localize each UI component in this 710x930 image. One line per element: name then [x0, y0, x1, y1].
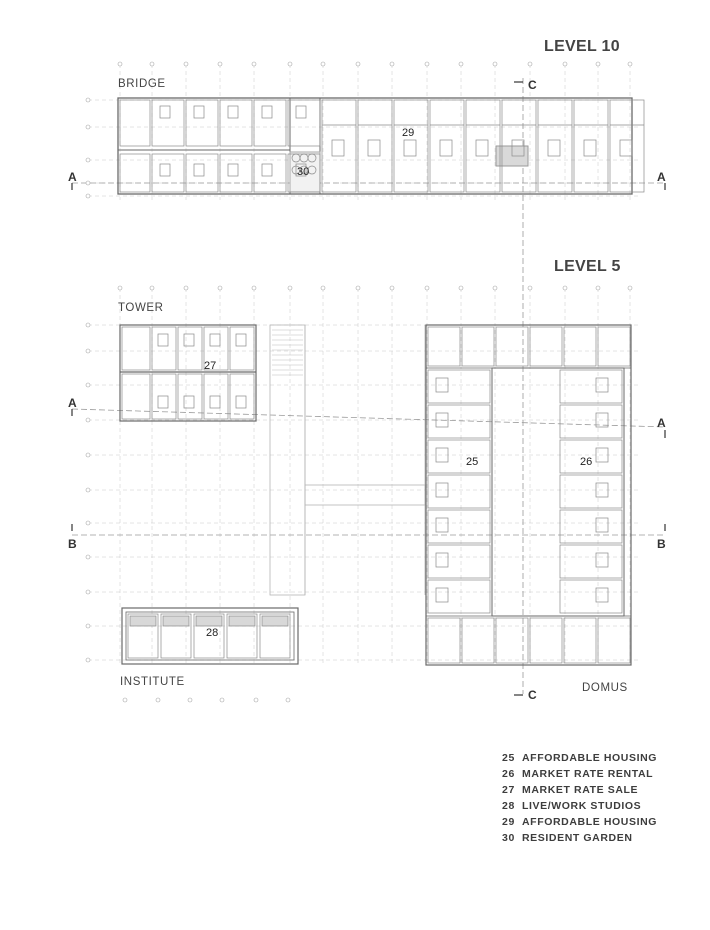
section-marker-a-right-l5: A	[657, 416, 666, 430]
legend-text: MARKET RATE RENTAL	[522, 768, 654, 780]
tower-unit-rooms	[122, 327, 254, 419]
legend-item	[502, 814, 657, 830]
grid-bubble	[356, 286, 360, 290]
grid-bubble	[86, 555, 90, 559]
grid-bubble	[86, 125, 90, 129]
legend-number: 28	[502, 800, 515, 812]
unit-room	[538, 100, 572, 192]
legend-text: LIVE/WORK STUDIOS	[522, 800, 642, 812]
bed	[236, 334, 246, 346]
grid-bubble	[184, 286, 188, 290]
grid-bubble	[156, 698, 160, 702]
grid-bubble	[390, 286, 394, 290]
unit-room	[178, 327, 202, 370]
section-marker-a-right-l10: A	[657, 170, 666, 184]
bed	[210, 334, 220, 346]
grid-bubble	[218, 286, 222, 290]
studio-kitchen	[229, 616, 255, 626]
section-marker-a-left-l5: A	[68, 396, 77, 410]
grid-bubble	[286, 698, 290, 702]
unit-room	[254, 100, 286, 146]
unit-room	[428, 370, 490, 403]
unit-room	[230, 327, 254, 370]
grid-bubble	[459, 286, 463, 290]
bed	[548, 140, 560, 156]
grid-bubble	[596, 286, 600, 290]
unit-room	[430, 100, 464, 192]
section-lines	[72, 78, 665, 694]
grid-bubble	[252, 62, 256, 66]
bed	[160, 106, 170, 118]
section-ticks	[72, 82, 665, 695]
unit-room	[462, 327, 494, 366]
legend-item	[502, 766, 657, 782]
unit-room	[610, 100, 644, 192]
grid-bubble	[150, 62, 154, 66]
level10-unit-rooms	[120, 100, 644, 192]
level5-title: LEVEL 5	[554, 258, 621, 275]
bed	[262, 164, 272, 176]
section-marker-b-right: B	[657, 537, 666, 551]
bed	[236, 396, 246, 408]
studio-kitchen	[130, 616, 156, 626]
domus-unit-rooms	[428, 327, 630, 663]
section-marker-c-top: C	[528, 78, 537, 92]
legend-text: AFFORDABLE HOUSING	[522, 752, 658, 764]
bed	[158, 334, 168, 346]
legend	[502, 750, 657, 846]
grid-bubble	[425, 62, 429, 66]
unit-number-25: 25	[466, 456, 479, 468]
stair-core	[120, 154, 150, 192]
legend-number: 25	[502, 752, 515, 764]
grid-bubble	[220, 698, 224, 702]
legend-item	[502, 750, 657, 766]
grid-bubble	[390, 62, 394, 66]
grid-bubble	[252, 286, 256, 290]
tower-label: TOWER	[118, 302, 164, 314]
unit-room	[428, 327, 460, 366]
unit-room	[462, 618, 494, 663]
grid-bubble	[86, 624, 90, 628]
unit-room	[152, 154, 184, 192]
domus-building	[426, 325, 631, 665]
unit-room	[230, 374, 254, 419]
legend-text: RESIDENT GARDEN	[522, 832, 633, 844]
unit-number-30: 30	[297, 166, 310, 178]
bed	[368, 140, 380, 156]
unit-room	[186, 154, 218, 192]
grid-bubble	[628, 62, 632, 66]
unit-room	[564, 327, 596, 366]
unit-room	[598, 327, 630, 366]
unit-room	[428, 618, 460, 663]
studio-kitchen	[262, 616, 288, 626]
unit-room	[428, 510, 490, 543]
bed	[262, 106, 272, 118]
bed	[194, 106, 204, 118]
unit-room	[220, 100, 252, 146]
level10-title: LEVEL 10	[544, 38, 620, 55]
section-marker-a-left-l10: A	[68, 170, 77, 184]
unit-number-26: 26	[580, 456, 593, 468]
unit-room	[288, 100, 320, 146]
grid-bubble	[184, 62, 188, 66]
bed	[440, 140, 452, 156]
stair-core	[122, 327, 150, 370]
grid-bubble	[150, 286, 154, 290]
institute-label: INSTITUTE	[120, 676, 185, 688]
grid-bubble	[86, 158, 90, 162]
bed	[584, 140, 596, 156]
legend-number: 26	[502, 768, 515, 780]
grid-bubble	[86, 658, 90, 662]
tower-building	[120, 325, 256, 421]
stair-core	[122, 374, 150, 419]
grid-bubble	[493, 286, 497, 290]
unit-number-27: 27	[204, 360, 217, 372]
studio-kitchen	[163, 616, 189, 626]
section-marker-b-left: B	[68, 537, 77, 551]
grid-bubble	[459, 62, 463, 66]
unit-room	[560, 405, 622, 438]
unit-room	[394, 100, 428, 192]
grid-bubble	[123, 698, 127, 702]
bed	[184, 396, 194, 408]
unit-room	[598, 618, 630, 663]
grid-bubble	[288, 286, 292, 290]
unit-room	[428, 545, 490, 578]
grid-bubble	[86, 488, 90, 492]
legend-text: MARKET RATE SALE	[522, 784, 639, 796]
grid-bubble	[528, 286, 532, 290]
bed	[296, 106, 306, 118]
unit-room	[204, 374, 228, 419]
grid-bubble	[563, 286, 567, 290]
grid-bubble	[188, 698, 192, 702]
grid-bubble	[596, 62, 600, 66]
unit-room	[152, 100, 184, 146]
bed	[184, 334, 194, 346]
bridge-label: BRIDGE	[118, 78, 166, 90]
unit-room	[428, 580, 490, 613]
stair-core	[120, 100, 150, 146]
bed	[436, 553, 448, 567]
legend-text: AFFORDABLE HOUSING	[522, 816, 658, 828]
grid-bubble	[563, 62, 567, 66]
unit-room	[186, 100, 218, 146]
bed	[210, 396, 220, 408]
grid-bubble	[86, 349, 90, 353]
bed	[194, 164, 204, 176]
bed	[332, 140, 344, 156]
podium-outlines	[270, 325, 425, 595]
grid-bubble	[218, 62, 222, 66]
bed	[228, 164, 238, 176]
unit-room	[560, 580, 622, 613]
unit-room	[220, 154, 252, 192]
unit-room	[358, 100, 392, 192]
legend-number: 29	[502, 816, 515, 828]
unit-room	[560, 370, 622, 403]
unit-room	[152, 327, 176, 370]
unit-number-29: 29	[402, 127, 415, 139]
unit-number-28: 28	[206, 627, 219, 639]
stair-treads	[272, 330, 303, 375]
unit-room	[254, 154, 286, 192]
unit-room	[530, 327, 562, 366]
grid-bubble	[321, 62, 325, 66]
grid-bubble	[628, 286, 632, 290]
grid-bubble	[86, 453, 90, 457]
grid-bubble	[86, 98, 90, 102]
grid-bubble	[528, 62, 532, 66]
bed	[436, 588, 448, 602]
bed	[404, 140, 416, 156]
grid-bubble	[425, 286, 429, 290]
grid-bubble	[321, 286, 325, 290]
unit-room	[322, 100, 356, 192]
unit-room	[530, 618, 562, 663]
unit-room	[574, 100, 608, 192]
grid-bubble	[86, 383, 90, 387]
grid-bubble	[118, 62, 122, 66]
legend-number: 27	[502, 784, 515, 796]
bed	[476, 140, 488, 156]
unit-room	[560, 545, 622, 578]
grid-bubble	[86, 194, 90, 198]
grid-bubble	[356, 62, 360, 66]
grid-bubble	[86, 521, 90, 525]
legend-item	[502, 782, 657, 798]
grid-bubble	[118, 286, 122, 290]
grid-bubble	[86, 590, 90, 594]
grid-bubbles	[86, 62, 632, 702]
grid-bubble	[254, 698, 258, 702]
bed	[160, 164, 170, 176]
unit-room	[428, 475, 490, 508]
bed	[158, 396, 168, 408]
domus-label: DOMUS	[582, 682, 628, 694]
grid-bubble	[86, 418, 90, 422]
grid-bubble	[86, 323, 90, 327]
legend-item	[502, 830, 657, 846]
bed	[228, 106, 238, 118]
studio-kitchen	[196, 616, 222, 626]
grid-bubble	[288, 62, 292, 66]
section-marker-c-bottom: C	[528, 688, 537, 702]
grid-bubble	[493, 62, 497, 66]
unit-room	[564, 618, 596, 663]
unit-room	[560, 475, 622, 508]
unit-room	[428, 440, 490, 473]
legend-item	[502, 798, 657, 814]
bed	[436, 518, 448, 532]
unit-room	[560, 510, 622, 543]
grid-bubble	[86, 181, 90, 185]
legend-number: 30	[502, 832, 515, 844]
